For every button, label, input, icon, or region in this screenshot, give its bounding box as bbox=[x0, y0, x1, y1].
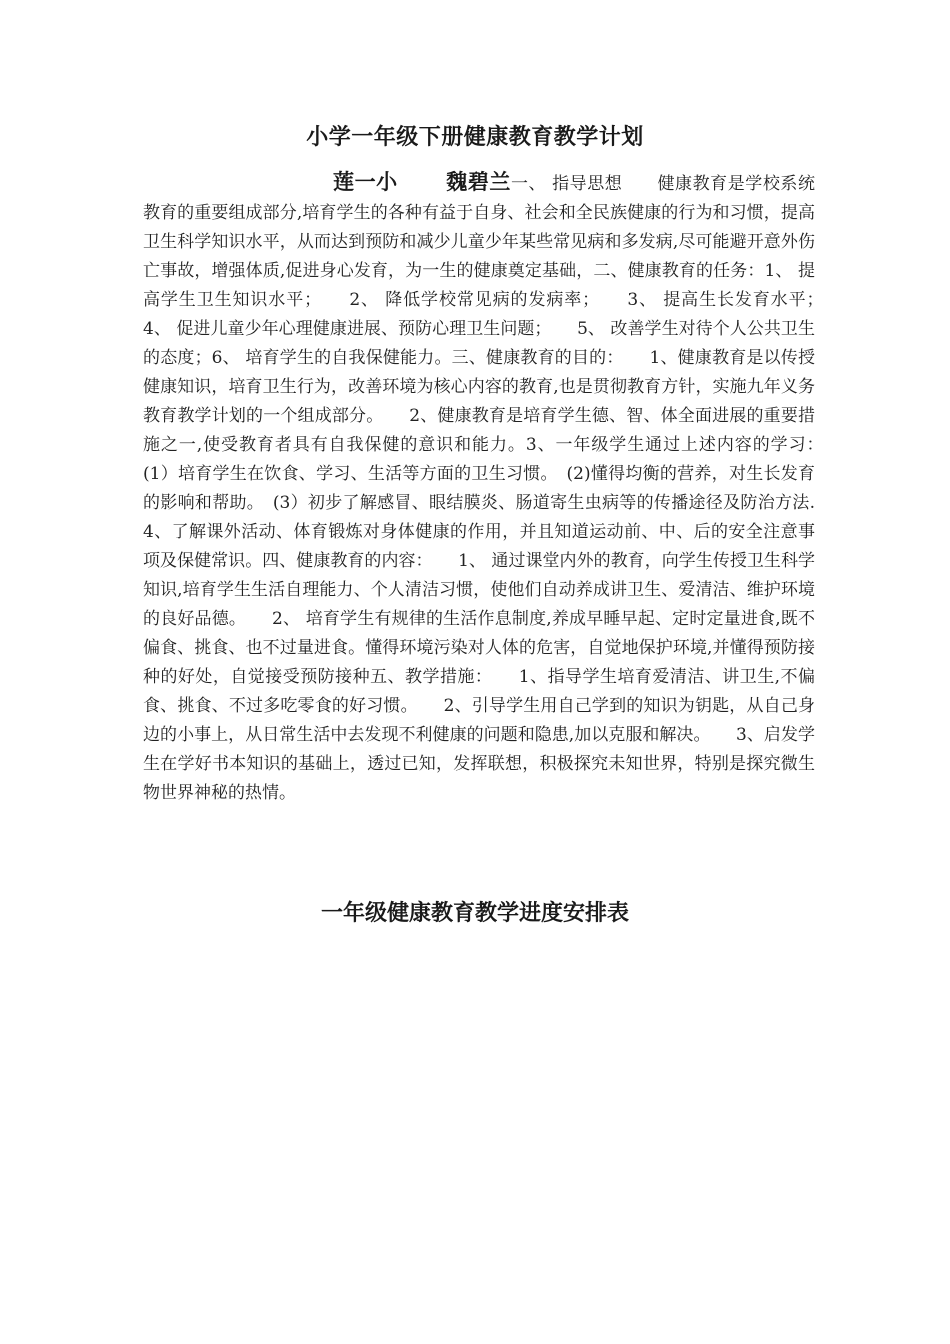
page-title: 小学一年级下册健康教育教学计划 bbox=[306, 125, 644, 150]
body-paragraph: 一、 指导思想 健康教育是学校系统教育的重要组成部分,培育学生的各种有益于自身、社会和全民族健康的行为和习惯，提高卫生科学知识水平，从而达到预防和减少儿童少年某些常见病和多发病,尽可能避开意外伤亡事故，增强体质,促进身心发育，为一生的健康奠定基础，二、健康教育的任务：1、 提高学生卫生知识水平； 2、 降低学校常见病的发病率； 3、 提高生长发育水平； 4、 促进儿童少年心理健康进展、预防心理卫生问题； 5、 改善学生对待个人公共卫生的态度；6、 培育学生的自我保健能力。三、健康教育的目的： 1、健康教育是以传授健康知识，培育卫生行为，改善环境为核心内容的教育,也是贯彻教育方针，实施九年义务教育教学计划的一个组成部分。 2、健康教育是培育学生德、智、体全面进展的重要措施之一,使受教育者具有自我保健的意识和能力。3、一年级学生通过上述内容的学习： (1）培育学生在饮食、学习、生活等方面的卫生习惯。 (2)懂得均衡的营养，对生长发育的影响和帮助。 (3）初步了解感冒、眼结膜炎、肠道寄生虫病等的传播途径及防治方法. 4、了解课外活动、体育锻炼对身体健康的作用，并且知道运动前、中、后的安全注意事项及保健常识。四、健康教育的内容： 1、 通过课堂内外的教育，向学生传授卫生科学知识,培育学生生活自理能力、个人清洁习惯，使他们自动养成讲卫生、爱清洁、维护环境的良好品德。 2、 培育学生有规律的生活作息制度,养成早睡早起、定时定量进食,既不偏食、挑食、也不过量进食。懂得环境污染对人体的危害，自觉地保护环境,并懂得预防接种的好处，自觉接受预防接种五、教学措施： 1、指导学生培育爱清洁、讲卫生,不偏食、挑食、不过多吃零食的好习惯。 2、引导学生用自己学到的知识为钥匙，从自己身边的小事上，从日常生活中去发现不利健康的问题和隐患,加以克服和解决。 3、启发学生在学好书本知识的基础上，透过已知，发挥联想，积极探究未知世界，特别是探究微生物世界神秘的热情。 bbox=[143, 174, 849, 803]
school-name: 莲一小 bbox=[333, 170, 398, 194]
author-name: 魏碧兰 bbox=[445, 170, 511, 194]
body-text bbox=[143, 168, 849, 808]
schedule-title: 一年级健康教育教学进度安排表 bbox=[320, 901, 629, 926]
